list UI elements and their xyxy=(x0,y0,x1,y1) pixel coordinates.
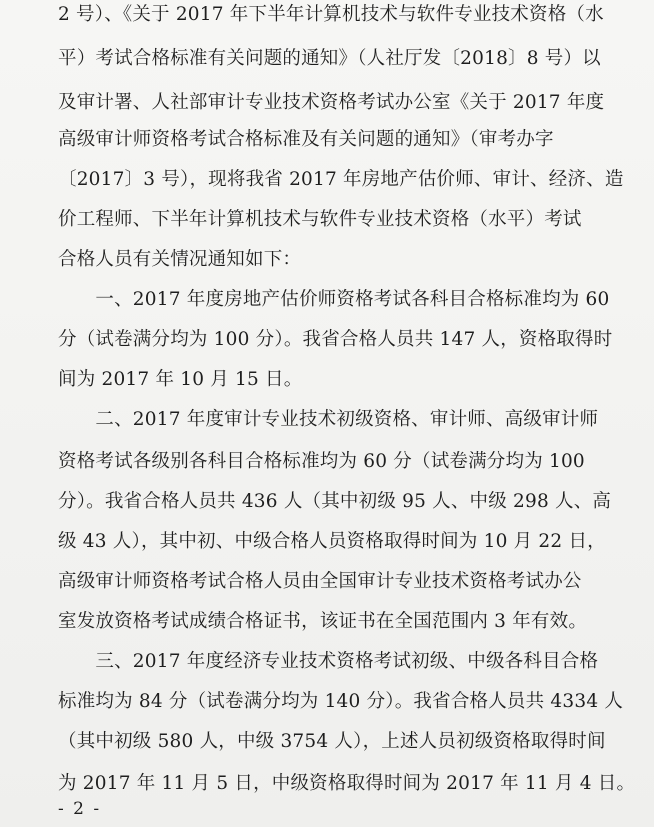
text-line: 高级审计师资格考试合格人员由全国审计专业技术资格考试办公 xyxy=(58,571,582,592)
text-line: 为 2017 年 11 月 5 日，中级资格取得时间为 2017 年 11 月 4 日。 xyxy=(58,773,636,794)
text-line: 2 号）、《关于 2017 年下半年计算机技术与软件专业技术资格（水 xyxy=(58,4,604,25)
text-line: 分）。我省合格人员共 436 人（其中初级 95 人、中级 298 人、高 xyxy=(58,491,612,512)
text-line: 高级审计师资格考试合格标准及有关问题的通知》（审考办字 xyxy=(58,129,554,150)
text-line: 标准均为 84 分（试卷满分均为 140 分）。我省合格人员共 4334 人 xyxy=(58,691,624,712)
text-line: 合格人员有关情况通知如下： xyxy=(58,249,302,270)
text-line: 〔2017〕3 号），现将我省 2017 年房地产估价师、审计、经济、造 xyxy=(58,169,624,190)
paragraph-2-start: 二、2017 年度审计专业技术初级资格、审计师、高级审计师 xyxy=(58,409,599,430)
text-line: 级 43 人），其中初、中级合格人员资格取得时间为 10 月 22 日， xyxy=(58,531,606,552)
text-line: 及审计署、人社部审计专业技术资格考试办公室《关于 2017 年度 xyxy=(58,92,605,113)
text-line: 间为 2017 年 10 月 15 日。 xyxy=(58,369,303,390)
text-line: 室发放资格考试成绩合格证书，该证书在全国范围内 3 年有效。 xyxy=(58,611,588,632)
page-number: - 2 - xyxy=(58,799,102,819)
text-line: （其中初级 580 人，中级 3754 人），上述人员初级资格取得时间 xyxy=(58,731,606,752)
text-line: 价工程师、下半年计算机技术与软件专业技术资格（水平）考试 xyxy=(58,209,582,230)
text-line: 分（试卷满分均为 100 分）。我省合格人员共 147 人，资格取得时 xyxy=(58,329,613,350)
text-line: 平）考试合格标准有关问题的通知》（人社厅发〔2018〕8 号）以 xyxy=(58,48,601,69)
paragraph-1-start: 一、2017 年度房地产估价师资格考试各科目合格标准均为 60 xyxy=(58,289,610,310)
paragraph-3-start: 三、2017 年度经济专业技术资格考试初级、中级各科目合格 xyxy=(58,651,599,672)
text-line: 资格考试各级别各科目合格标准均为 60 分（试卷满分均为 100 xyxy=(58,451,585,472)
